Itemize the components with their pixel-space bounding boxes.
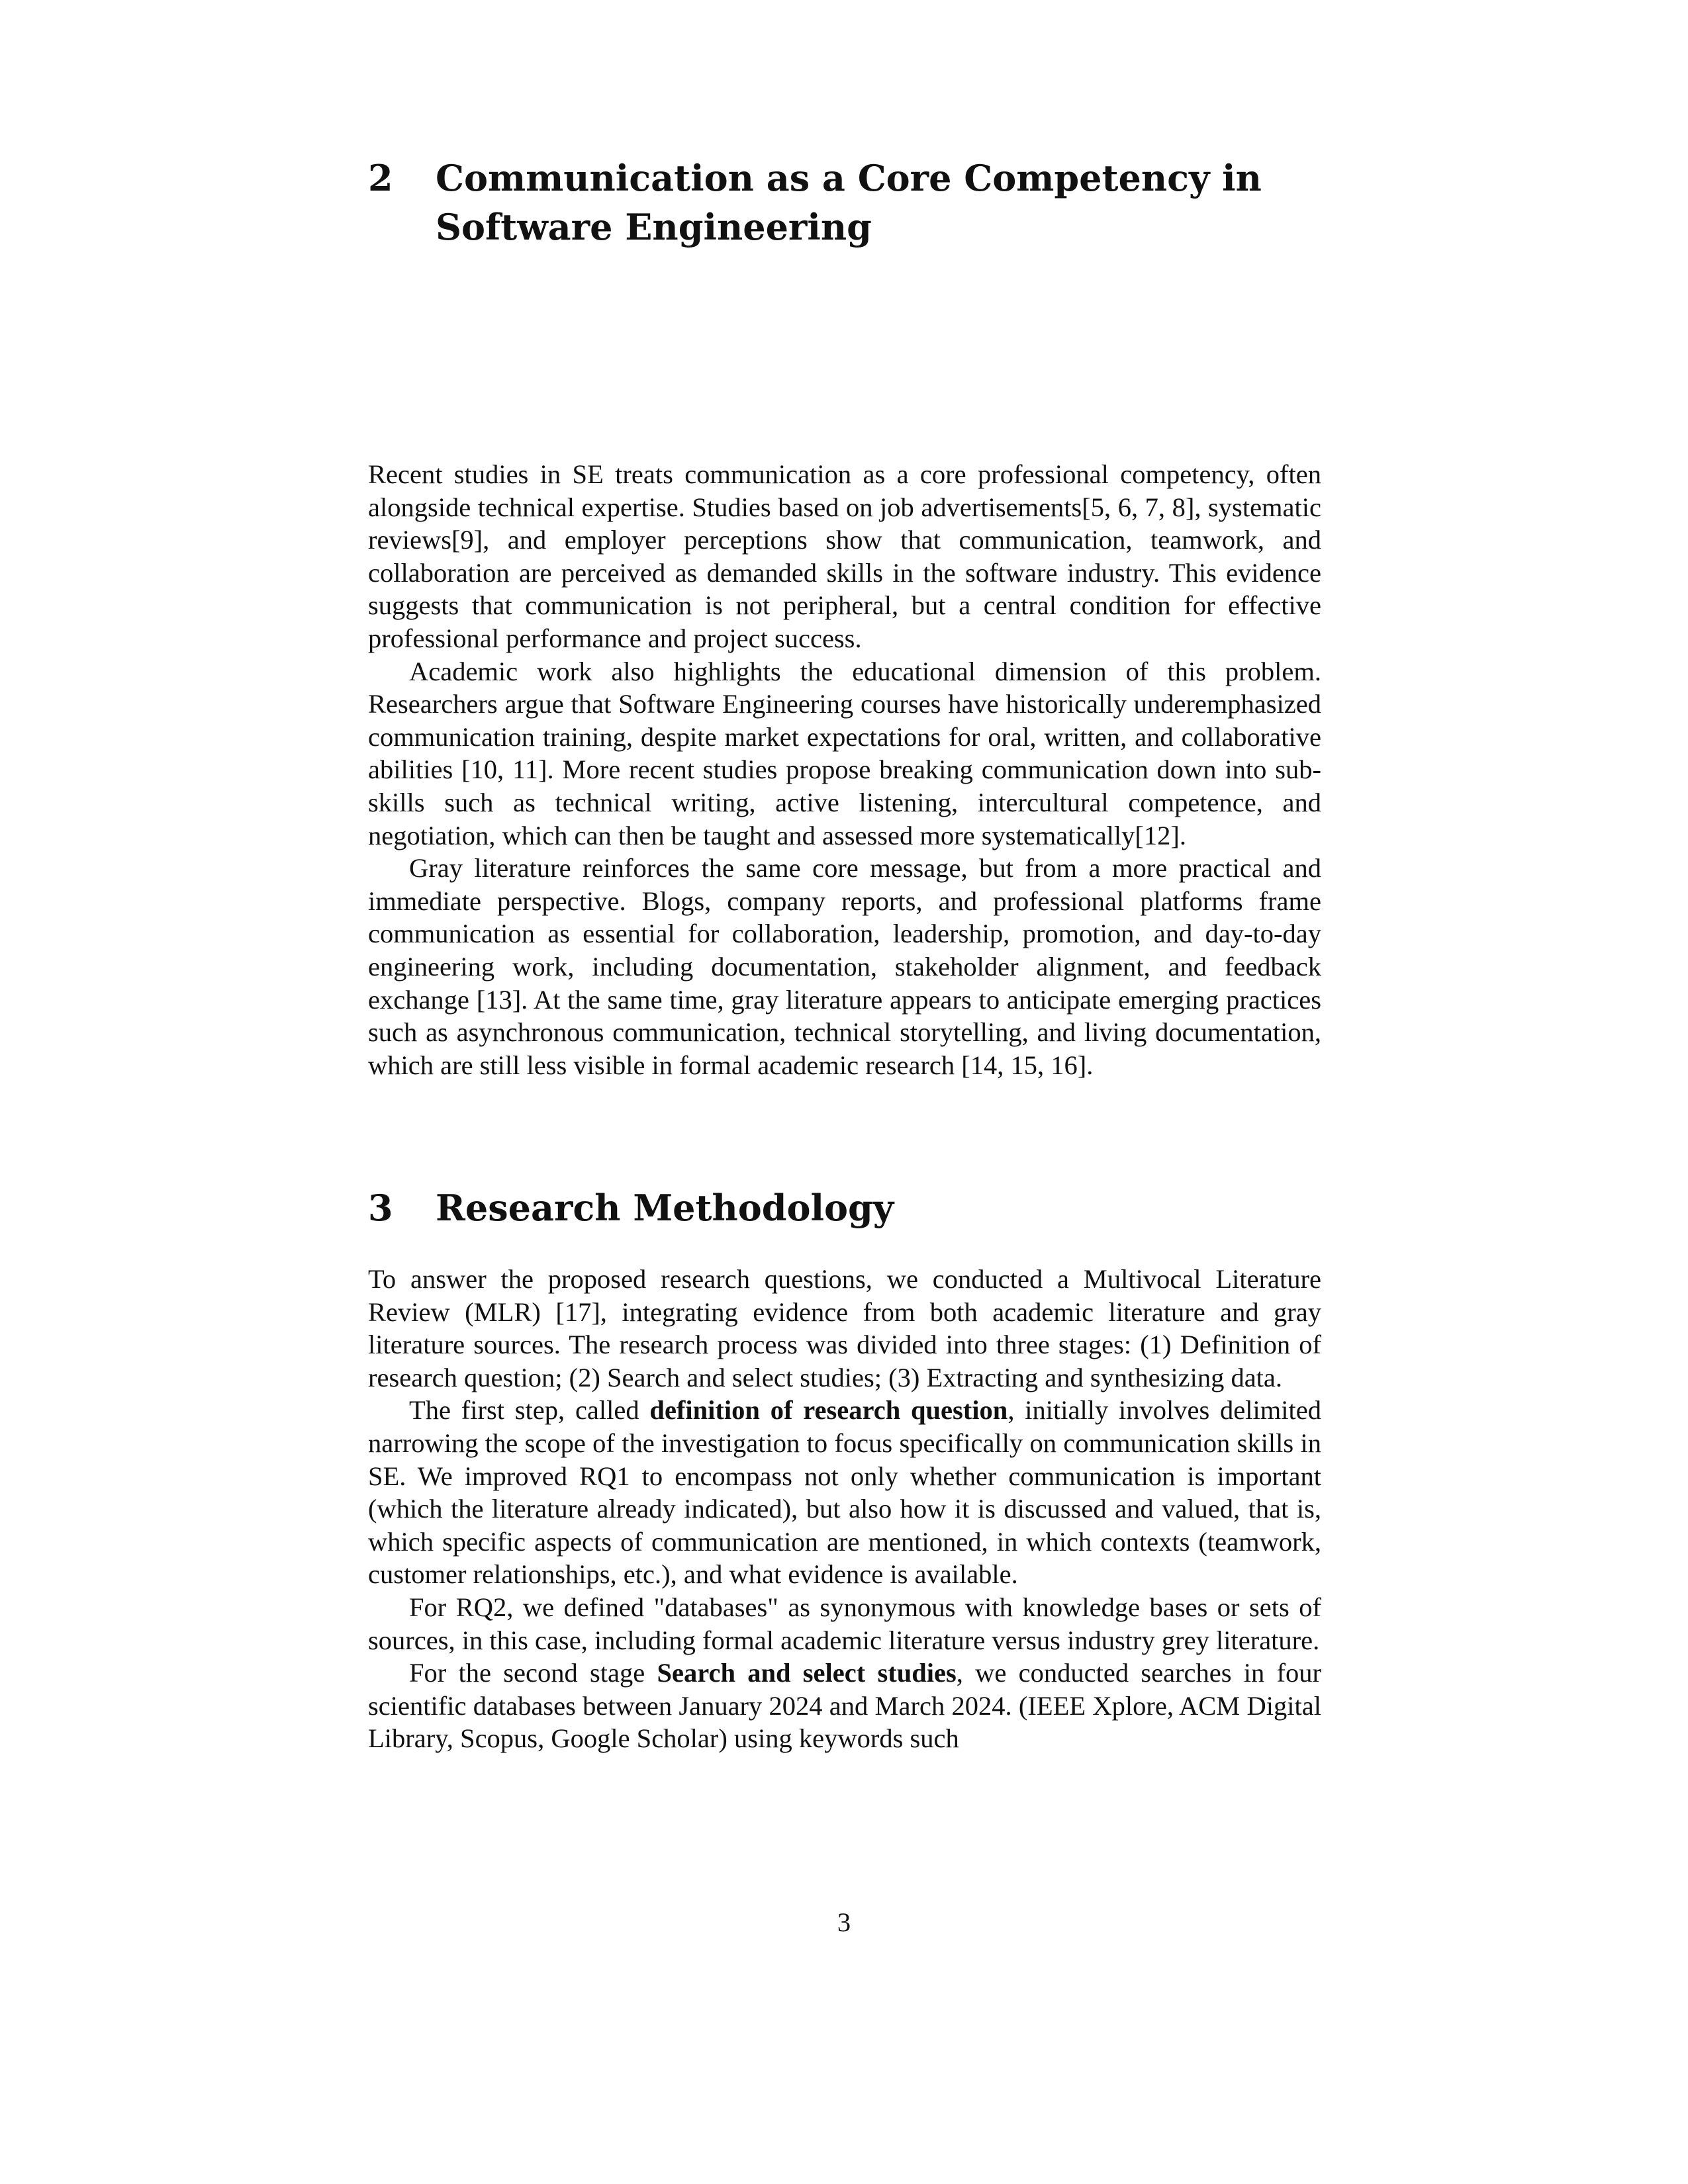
section-2-paragraph-1: Recent studies in SE treats communication as a core professional competency, often alongside technical expertise. Studies based on job advertisements[5, 6, 7, 8], systematic reviews[9], and employer perceptions show that communication, teamwork, and collaboration are perceived as demanded skills in the software industry. This evidence suggests that communication is not peripheral, but a central condition for effective professional performance and project success. [368, 459, 1321, 653]
section-2-paragraph-3: Gray literature reinforces the same core message, but from a more practical and immediate perspective. Blogs, company reports, and professional platforms frame communication as essential for collaboration, leadership, promotion, and day-to-day engineering work, including documentation, stakeholder alignment, and feedback exchange [13]. At the same time, gray literature appears to anticipate emerging practices such as asynchronous communication, technical storytelling, and living documentation, which are still less visible in formal academic research [14, 15, 16]. [368, 853, 1321, 1080]
section-2-body [368, 458, 1321, 1081]
paragraph-4-emphasis: Search and select studies [657, 1658, 957, 1688]
section-2-paragraph-2: Academic work also highlights the educational dimension of this problem. Researchers argue that Software Engineering courses have historically underemphasized communication training, despite market expectations for oral, written, and collaborative abilities [10, 11]. More recent studies propose breaking communication down into sub-skills such as technical writing, active listening, intercultural competence, and negotiation, which can then be taught and assessed more systematically[12]. [368, 656, 1321, 850]
section-3-paragraph-3: For RQ2, we defined "databases" as synonymous with knowledge bases or sets of sources, in this case, including formal academic literature versus industry grey literature. [368, 1592, 1321, 1655]
section-3-paragraph-4 [368, 1657, 1321, 1755]
paragraph-2-emphasis: definition of research question [649, 1395, 1008, 1426]
section-2-title: Communication as a Core Competency in Software Engineering [436, 157, 1262, 248]
paragraph-2-text-after: , initially involves delimited narrowing the scope of the investigation to focus specifically on communication skills in SE. We improved RQ1 to encompass not only whether communication is important (which the literature already indicated), but also how it is discussed and valued, that is, which specific aspects of communication are mentioned, in which contexts (teamwork, customer relationships, etc.), and what evidence is available. [368, 1395, 1322, 1590]
section-3-paragraph-2 [368, 1394, 1321, 1591]
paragraph-4-text-before: For the second stage [409, 1658, 657, 1688]
paragraph-4-text-after: , we conducted searches in four scientific databases between January 2024 and March 2024. (IEEE Xplore, ACM Digital Library, Scopus, Google Scholar) using keywords such [368, 1658, 1321, 1754]
page-number: 3 [837, 1907, 851, 1937]
section-3-number: 3 [368, 1187, 393, 1229]
section-3-heading [368, 1183, 1321, 1232]
section-2-heading [368, 154, 1321, 251]
section-3-paragraph-1: To answer the proposed research questions, we conducted a Multivocal Literature Review (MLR) [17], integrating evidence from both academic literature and gray literature sources. The research process was divided into three stages: (1) Definition of research question; (2) Search and select studies; (3) Extracting and synthesizing data. [368, 1264, 1321, 1392]
paragraph-2-text-before: The first step, called [409, 1395, 650, 1426]
section-3-title: Research Methodology [436, 1187, 894, 1229]
section-2-number: 2 [368, 157, 393, 199]
section-3-body [368, 1263, 1321, 1755]
